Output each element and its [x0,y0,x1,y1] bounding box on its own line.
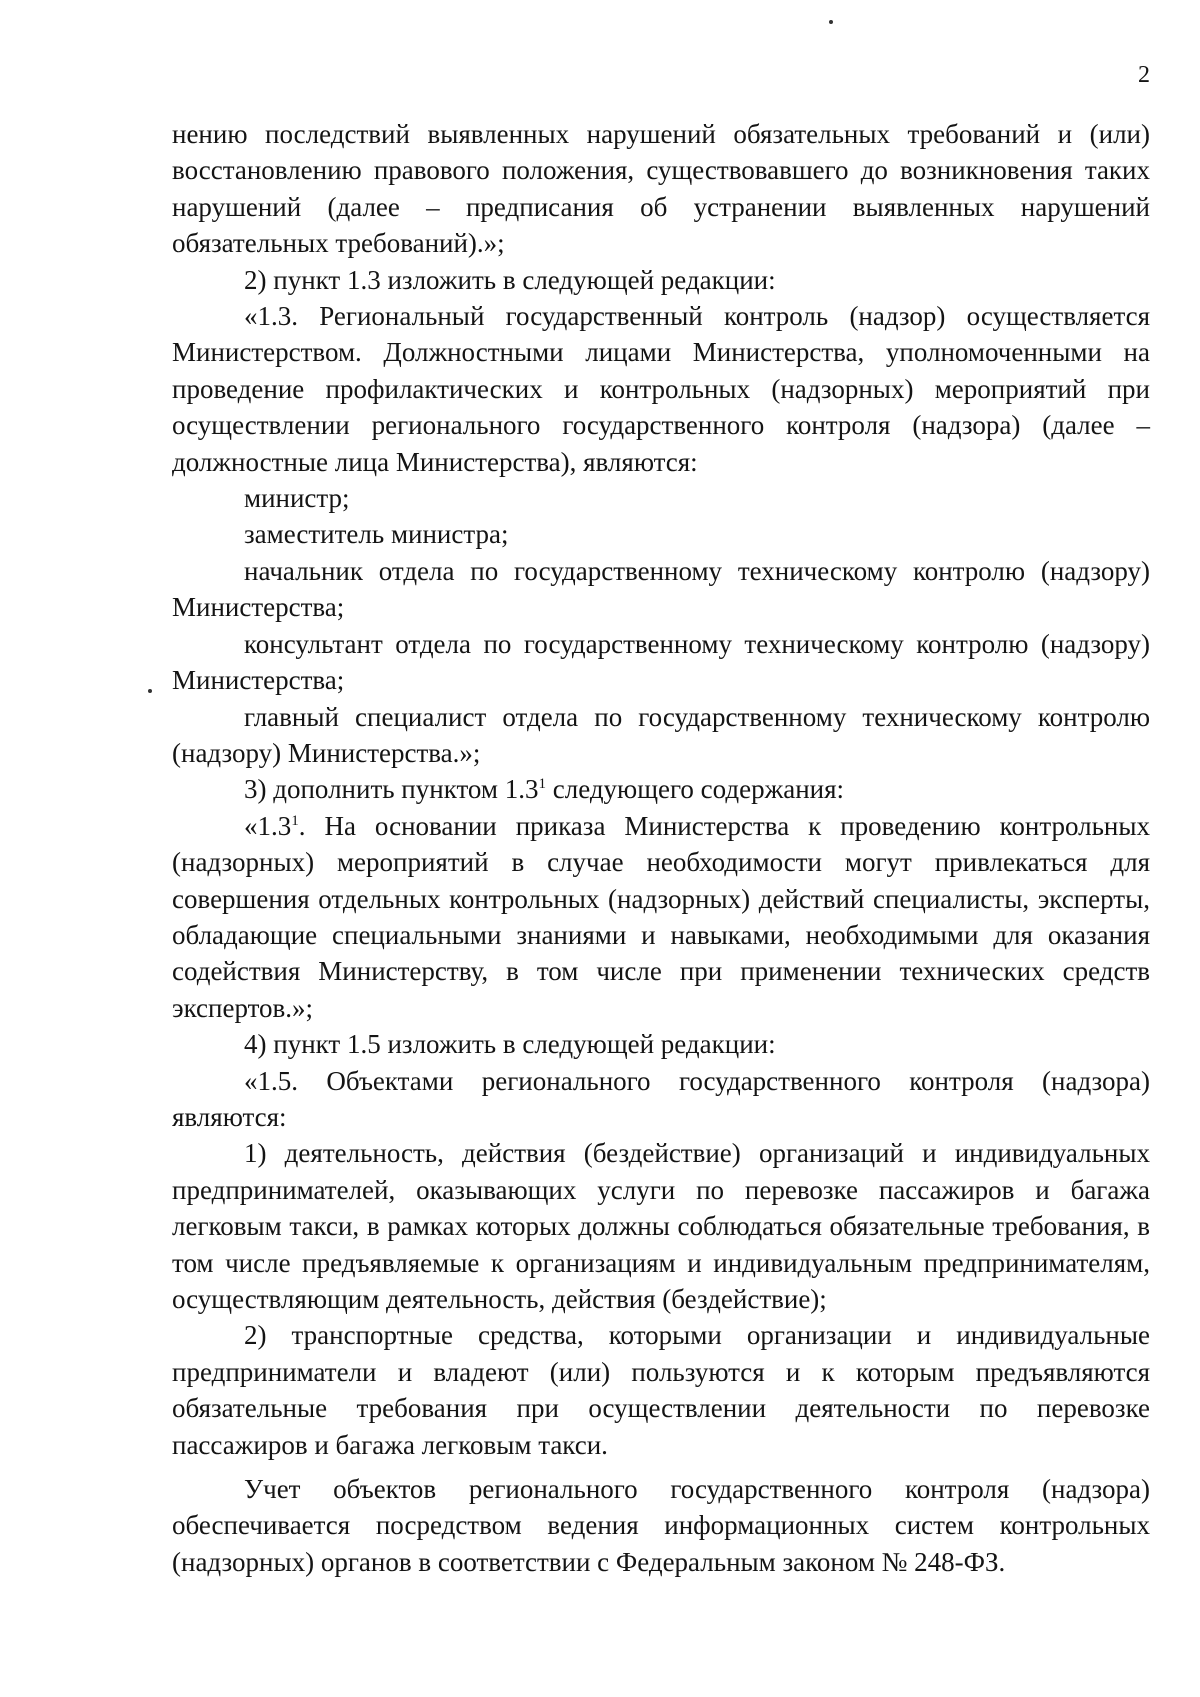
paragraph-continuation: нению последствий выявленных нарушений обязательных требований и (или) восстановлению правового положения, существовавшего до возникновения таких нарушений (далее – предписания об устранении выявленных нарушений обязательных требований).»; [172,119,1150,259]
paragraph-object-2: 2) транспортные средства, которыми организации и индивидуальные предприниматели и владеют (или) пользуются и к которым предъявляются обязательные требования при осуществлении деятельности по перевозке пассажиров и багажа легковым такси. [172,1320,1150,1460]
paragraph-accounting: Учет объектов регионального государственного контроля (надзора) обеспечивается посредством ведения информационных систем контрольных (надзорных) органов в соответствии с Федеральным законом № 248-ФЗ. [172,1474,1150,1577]
paragraph-item-4: 4) пункт 1.5 изложить в следующей редакции: [244,1029,776,1060]
paragraph-official-deputy: заместитель министра; [244,519,509,550]
paragraph-official-consultant: консультант отдела по государственному техническому контролю (надзору) Министерства; [172,628,1150,696]
page-number: 2 [1138,62,1150,88]
paragraph-clause-1-3: «1.3. Региональный государственный контроль (надзор) осуществляется Министерством. Должностными лицами Министерства, уполномоченными на проведение профилактических и контрольных (надзорных) мероприятий при осуществлении регионального государственного контроля (надзора) (далее – должностные лица Министерства), являются: [172,301,1150,477]
scan-speck [148,689,152,693]
paragraph-official-minister: министр; [244,483,350,514]
superscript-index: 1 [538,776,546,793]
paragraph-official-specialist: главный специалист отдела по государственному техническому контролю (надзору) Министерства.»; [172,701,1150,768]
scan-speck [829,20,833,24]
paragraph-clause-1-3-1-end: . На основании приказа Министерства к проведению контрольных (надзорных) мероприятий в случае необходимости могут привлекаться для совершения отдельных контрольных (надзорных) действий специалисты, эксперты, обладающие специальными знаниями и навыками, необходимыми для оказания содействия Министерству, в том числе при применении технических средств экспертов.»; [172,810,1150,1023]
paragraph-item-2: 2) пункт 1.3 изложить в следующей редакции: [244,264,776,295]
paragraph-item-3 [172,771,1150,807]
paragraph-item-3-start: 3) дополнить пунктом 1.3 [244,774,539,805]
paragraph-clause-1-5: «1.5. Объектами регионального государственного контроля (надзора) являются: [172,1065,1150,1132]
paragraph-clause-1-3-1 [172,808,1150,1026]
superscript-index: 1 [291,812,299,829]
paragraph-item-3-end: следующего содержания: [545,774,845,805]
paragraph-clause-1-3-1-start: «1.3 [244,810,292,841]
paragraph-object-1: 1) деятельность, действия (бездействие) организаций и индивидуальных предпринимателей, оказывающих услуги по перевозке пассажиров и багажа легковым такси, в рамках которых должны соблюдаться обязательные требования, в том числе предъявляемые к организациям и индивидуальным предпринимателям, осуществляющим деятельность, действия (бездействие); [172,1138,1150,1314]
document-body [172,116,1150,1580]
paragraph-official-head: начальник отдела по государственному техническому контролю (надзору) Министерства; [172,555,1150,623]
